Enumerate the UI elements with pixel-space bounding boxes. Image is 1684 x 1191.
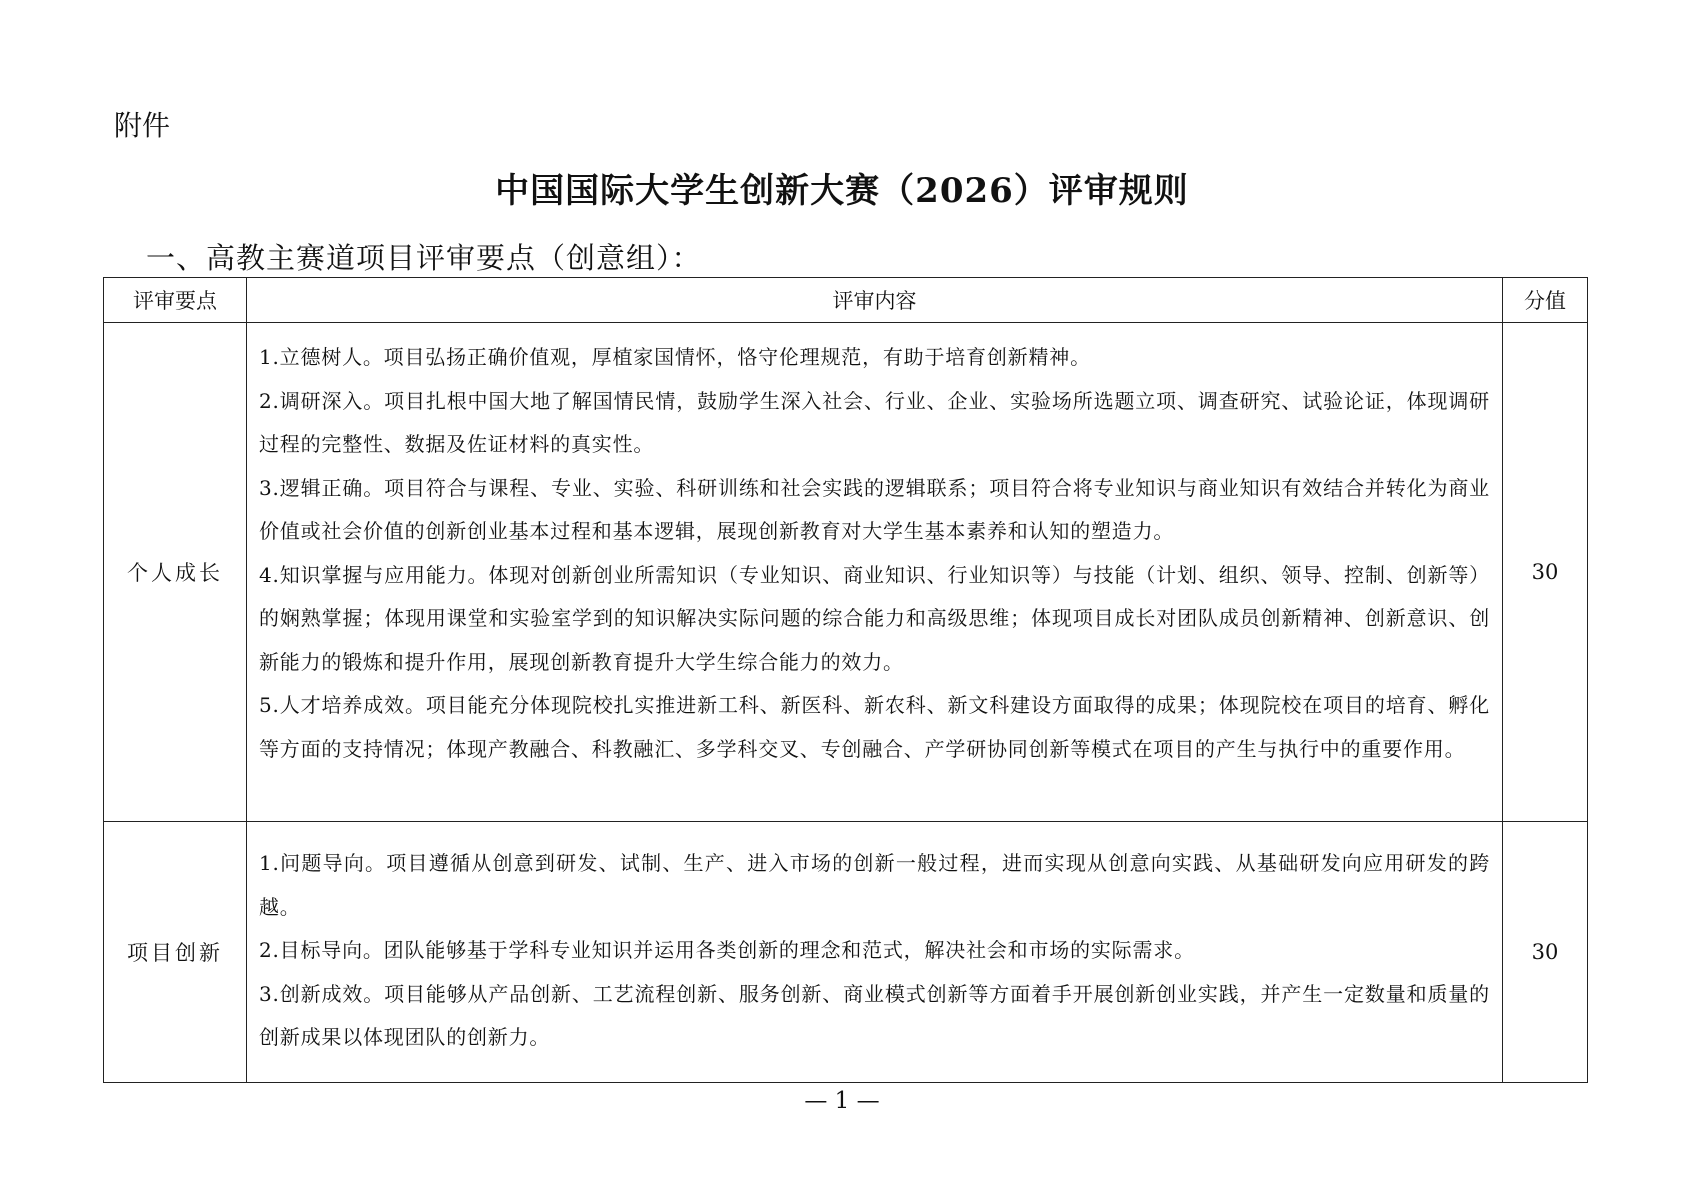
criterion-item: 2.调研深入。项目扎根中国大地了解国情民情，鼓励学生深入社会、行业、企业、实验场所选题立项、调查研究、试验论证，体现调研过程的完整性、数据及佐证材料的真实性。 <box>259 388 1490 456</box>
criterion-item: 1.立德树人。项目弘扬正确价值观，厚植家国情怀，恪守伦理规范，有助于培育创新精神。 <box>259 345 1091 369</box>
document-title: 中国国际大学生创新大赛（2026）评审规则 <box>495 171 1189 211</box>
review-point-cell: 个人成长 <box>104 323 247 822</box>
header-score: 分值 <box>1503 278 1588 323</box>
score-cell: 30 <box>1503 323 1588 822</box>
table-header-row <box>104 278 1588 323</box>
criterion-item: 1.问题导向。项目遵循从创意到研发、试制、生产、进入市场的创新一般过程，进而实现从创意向实践、从基础研发向应用研发的跨越。 <box>259 851 1490 919</box>
score-cell: 30 <box>1503 822 1588 1083</box>
table-row <box>104 822 1588 1083</box>
section-heading: 一、高教主赛道项目评审要点（创意组）： <box>146 241 702 275</box>
header-review-point: 评审要点 <box>104 278 247 323</box>
criterion-item: 3.创新成效。项目能够从产品创新、工艺流程创新、服务创新、商业模式创新等方面着手开展创新创业实践，并产生一定数量和质量的创新成果以体现团队的创新力。 <box>259 981 1490 1049</box>
table-row <box>104 323 1588 822</box>
criterion-item: 4.知识掌握与应用能力。体现对创新创业所需知识（专业知识、商业知识、行业知识等）与技能（计划、组织、领导、控制、创新等）的娴熟掌握；体现用课堂和实验室学到的知识解决实际问题的综合能力和高级思维；体现项目成长对团队成员创新精神、创新意识、创新能力的锻炼和提升作用，展现创新教育提升大学生综合能力的效力。 <box>259 562 1490 674</box>
criterion-item: 5.人才培养成效。项目能充分体现院校扎实推进新工科、新医科、新农科、新文科建设方面取得的成果；体现院校在项目的培育、孵化等方面的支持情况；体现产教融合、科教融汇、多学科交叉、专创融合、产学研协同创新等模式在项目的产生与执行中的重要作用。 <box>259 693 1490 761</box>
review-point-cell: 项目创新 <box>104 822 247 1083</box>
review-content-cell <box>247 822 1503 1083</box>
attachment-label: 附件 <box>114 109 171 142</box>
review-content-cell <box>247 323 1503 822</box>
page-number: — 1 — <box>804 1088 880 1114</box>
header-review-content: 评审内容 <box>247 278 1503 323</box>
criterion-item: 3.逻辑正确。项目符合与课程、专业、实验、科研训练和社会实践的逻辑联系；项目符合将专业知识与商业知识有效结合并转化为商业价值或社会价值的创新创业基本过程和基本逻辑，展现创新教育对大学生基本素养和认知的塑造力。 <box>259 475 1490 543</box>
criterion-item: 2.目标导向。团队能够基于学科专业知识并运用各类创新的理念和范式，解决社会和市场的实际需求。 <box>259 938 1195 962</box>
review-rules-table <box>103 277 1588 1083</box>
